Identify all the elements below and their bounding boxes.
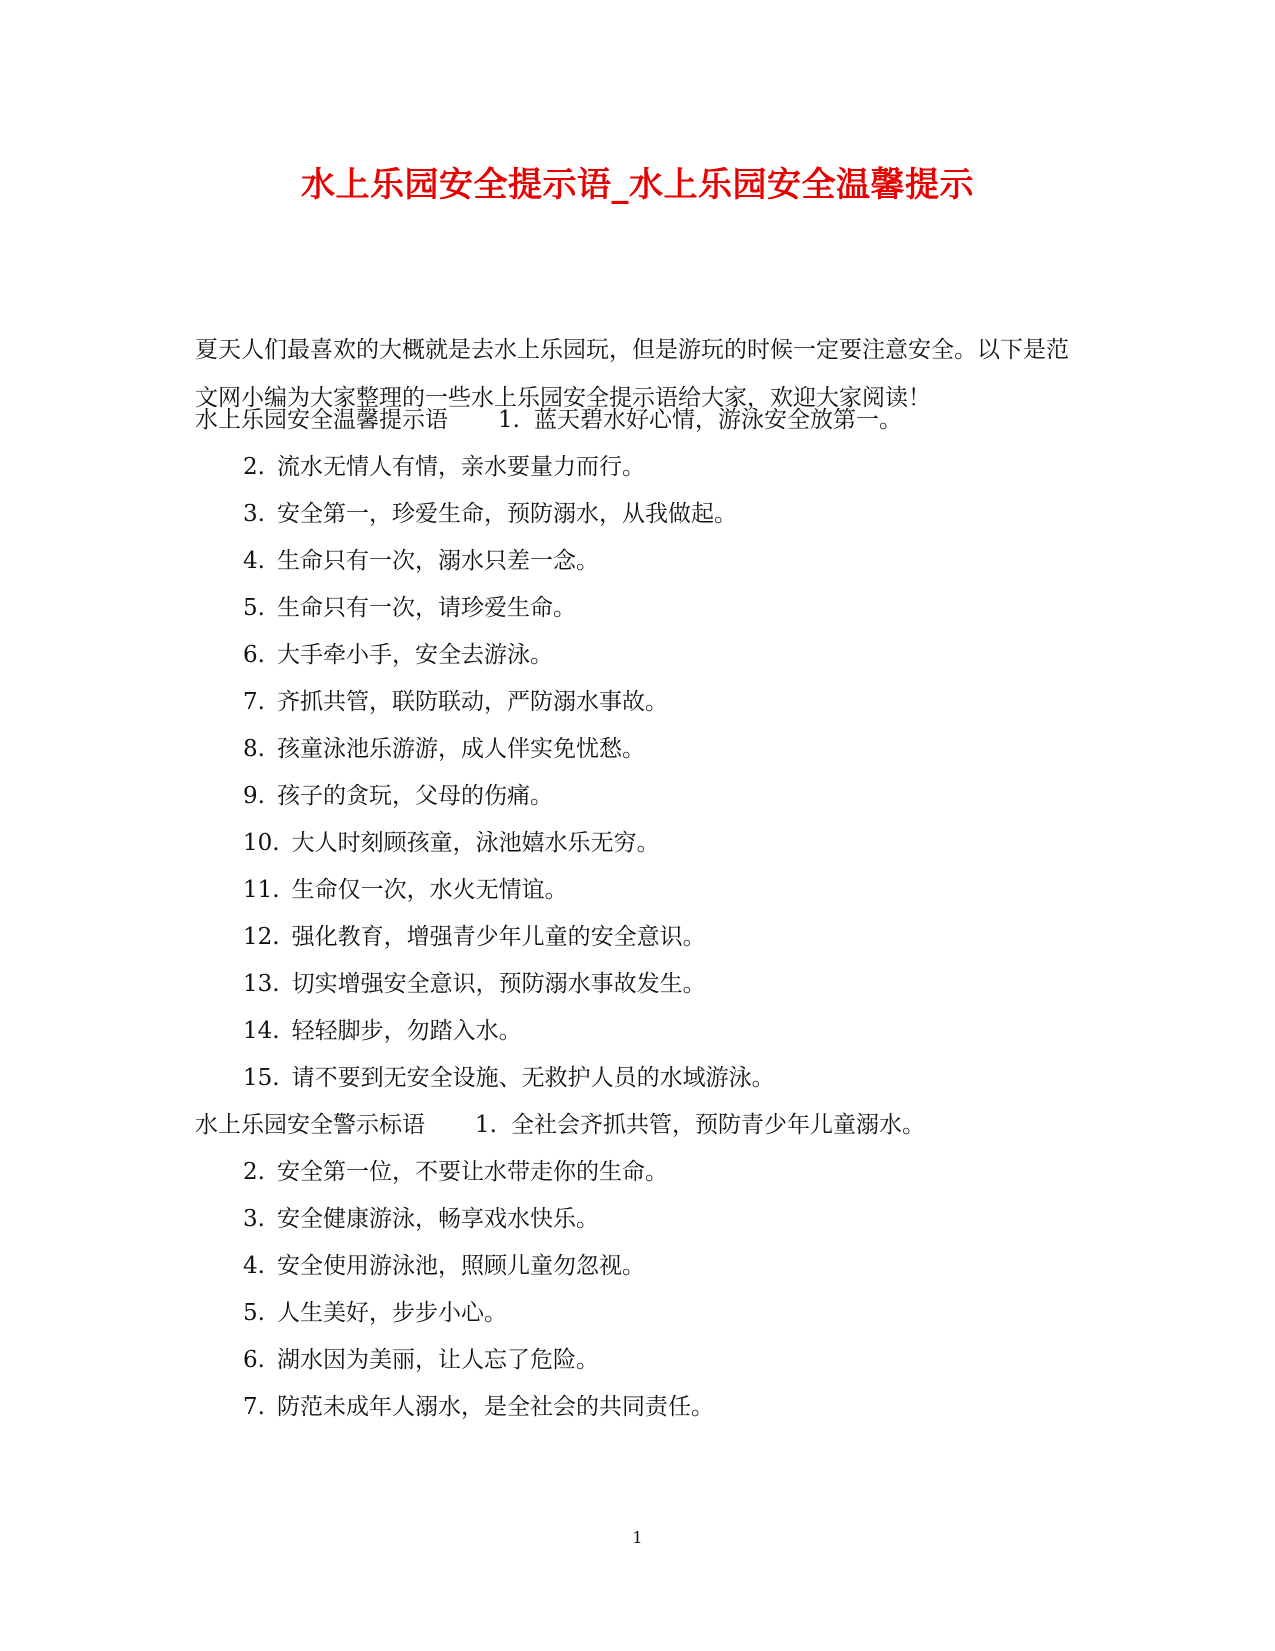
list-item-text: 生命只有一次，请珍爱生命。: [276, 595, 576, 621]
list-item: [243, 1016, 522, 1046]
list-item-number: 15.: [243, 1065, 280, 1091]
list-item: [243, 875, 568, 905]
section1-heading-line: [195, 405, 902, 435]
list-item-number: 10.: [243, 830, 280, 856]
list-item-number: 11.: [243, 877, 280, 903]
section2-heading-line: [195, 1110, 925, 1140]
list-item: [243, 1298, 507, 1328]
list-item-text: 孩子的贪玩，父母的伤痛。: [276, 783, 553, 809]
document-title: 水上乐园安全提示语_水上乐园安全温馨提示: [301, 165, 974, 205]
list-item: [243, 499, 737, 529]
list-item-text: 安全使用游泳池，照顾儿童勿忽视。: [276, 1253, 645, 1279]
list-item-number: 1.: [498, 407, 520, 433]
section2-heading: 水上乐园安全警示标语: [195, 1112, 425, 1138]
list-item: [243, 452, 645, 482]
list-item-text: 流水无情人有情，亲水要量力而行。: [276, 454, 645, 480]
list-item-text: 轻轻脚步，勿踏入水。: [291, 1018, 522, 1044]
list-item: [243, 922, 706, 952]
page-number: 1: [632, 1528, 643, 1547]
list-item-number: 7.: [243, 1394, 265, 1420]
list-item: [243, 1392, 714, 1422]
list-item-number: 6.: [243, 1347, 265, 1373]
list-item-number: 5.: [243, 1300, 265, 1326]
list-item-text: 安全第一位，不要让水带走你的生命。: [276, 1159, 668, 1185]
list-item-text: 蓝天碧水好心情，游泳安全放第一。: [533, 407, 902, 433]
list-item: [243, 1204, 599, 1234]
list-item: [243, 969, 706, 999]
list-item-text: 齐抓共管，联防联动，严防溺水事故。: [276, 689, 668, 715]
list-item-number: 2.: [243, 1159, 265, 1185]
list-item-number: 3.: [243, 1206, 265, 1232]
list-item-text: 大人时刻顾孩童，泳池嬉水乐无穷。: [291, 830, 660, 856]
list-item-text: 大手牵小手，安全去游泳。: [276, 642, 553, 668]
list-item-text: 切实增强安全意识，预防溺水事故发生。: [291, 971, 706, 997]
list-item-number: 12.: [243, 924, 280, 950]
list-item: [243, 546, 599, 576]
list-item-number: 14.: [243, 1018, 280, 1044]
list-item: [243, 828, 660, 858]
list-item: [243, 1345, 599, 1375]
intro-paragraph: 夏天人们最喜欢的大概就是去水上乐园玩，但是游玩的时候一定要注意安全。以下是范文网小编为大家整理的一些水上乐园安全提示语给大家，欢迎大家阅读！: [195, 337, 1069, 411]
list-item-text: 安全第一，珍爱生命，预防溺水，从我做起。: [276, 501, 737, 527]
list-item-number: 9.: [243, 783, 265, 809]
list-item-text: 生命只有一次，溺水只差一念。: [276, 548, 599, 574]
section1-heading: 水上乐园安全温馨提示语: [195, 407, 448, 433]
list-item: [243, 687, 668, 717]
list-item-number: 13.: [243, 971, 280, 997]
list-item: [243, 1157, 668, 1187]
list-item-number: 4.: [243, 548, 265, 574]
list-item-number: 5.: [243, 595, 265, 621]
list-item-text: 防范未成年人溺水，是全社会的共同责任。: [276, 1394, 714, 1420]
list-item-number: 2.: [243, 454, 265, 480]
list-item: [243, 1251, 645, 1281]
list-item: [243, 640, 553, 670]
list-item-text: 全社会齐抓共管，预防青少年儿童溺水。: [510, 1112, 925, 1138]
list-item-text: 安全健康游泳，畅享戏水快乐。: [276, 1206, 599, 1232]
list-item: [243, 781, 553, 811]
list-item: [243, 593, 576, 623]
list-item-text: 湖水因为美丽，让人忘了危险。: [276, 1347, 599, 1373]
list-item-number: 3.: [243, 501, 265, 527]
list-item-text: 孩童泳池乐游游，成人伴实免忧愁。: [276, 736, 645, 762]
list-item-number: 6.: [243, 642, 265, 668]
list-item: [243, 1063, 775, 1093]
list-item: [243, 734, 645, 764]
list-item-number: 1.: [475, 1112, 497, 1138]
list-item-number: 7.: [243, 689, 265, 715]
list-item-number: 4.: [243, 1253, 265, 1279]
list-item-number: 8.: [243, 736, 265, 762]
list-item-text: 请不要到无安全设施、无救护人员的水域游泳。: [291, 1065, 775, 1091]
list-item-text: 强化教育，增强青少年儿童的安全意识。: [291, 924, 706, 950]
list-item-text: 人生美好，步步小心。: [276, 1300, 507, 1326]
list-item-text: 生命仅一次，水火无情谊。: [291, 877, 568, 903]
